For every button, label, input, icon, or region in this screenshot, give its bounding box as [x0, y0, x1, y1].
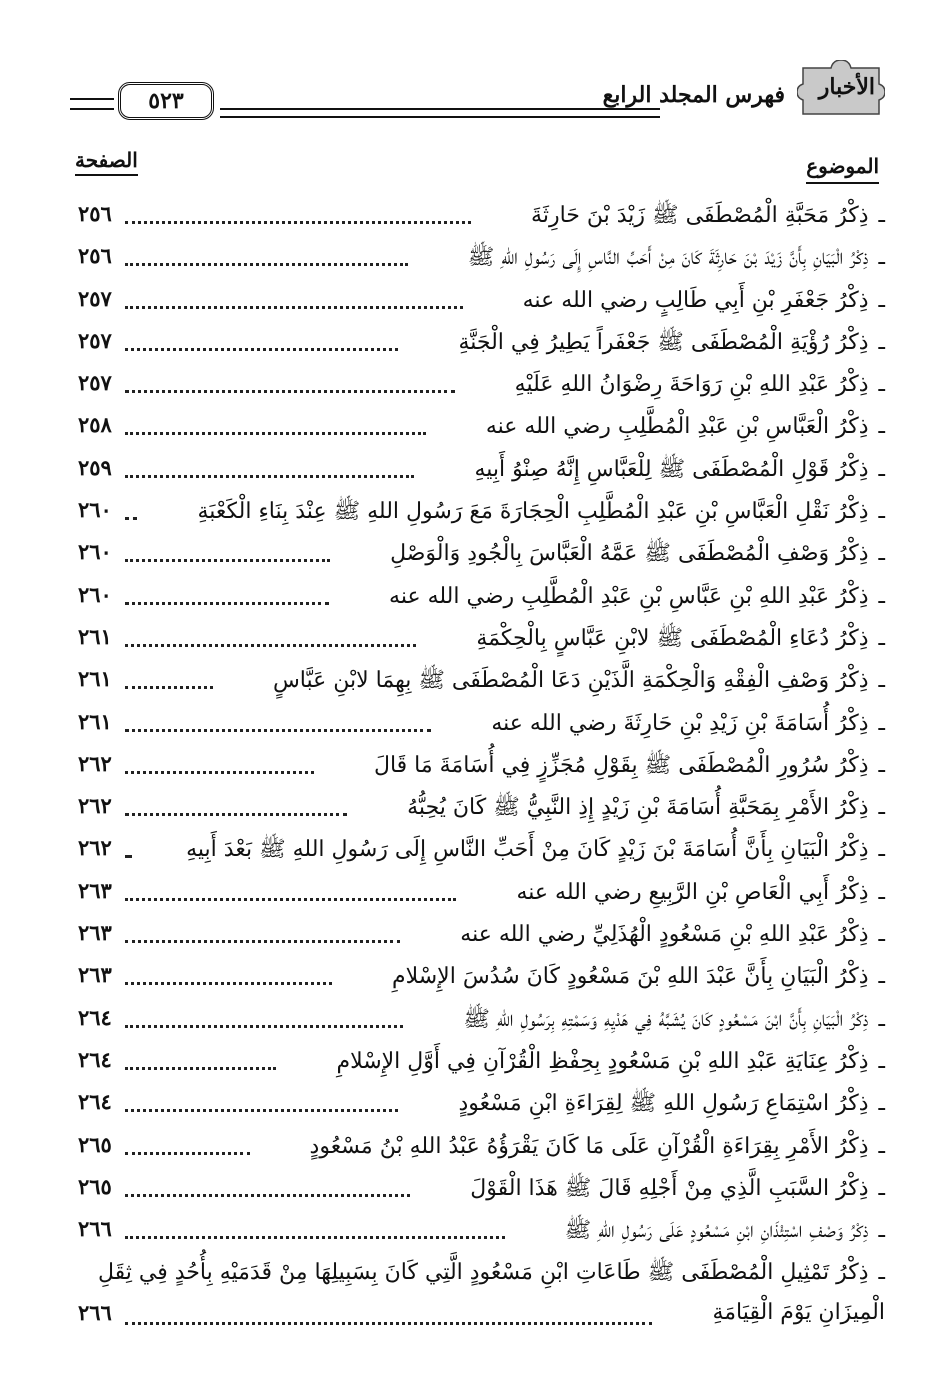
entry-title [458, 1087, 885, 1121]
header-rule [220, 108, 660, 118]
entry-dash: ـ [878, 203, 885, 228]
dot-leader [125, 799, 347, 816]
page-header [70, 60, 885, 135]
entry-dash: ـ [878, 710, 885, 736]
entry-dash: ـ [878, 1091, 885, 1117]
list-item [70, 787, 885, 829]
entry-text: ذِكْرُ تَمْثِيلِ الْمُصْطَفَى ﷺ طَاعَاتِ ابْنِ مَسْعُودٍ الَّتِي كَانَ بِسَبِيلِهَا مِنْ قَدَمَيْهِ بِأُحُدٍ فِي ثِقَلِ [97, 1260, 869, 1286]
entry-title [98, 1256, 885, 1290]
list-item [70, 1126, 885, 1168]
entry-dash: ـ [878, 1133, 885, 1159]
entry-text: ذِكْرُ عَبْدِ اللهِ بْنِ رَوَاحَةَ رِضْوَانُ اللهِ عَلَيْهِ [514, 372, 869, 398]
dot-leader [125, 1053, 276, 1070]
dot-leader [125, 757, 314, 774]
entry-title [476, 622, 885, 656]
dot-leader [125, 249, 408, 266]
dot-leader [125, 292, 463, 309]
entry-dash: ـ [878, 879, 885, 905]
entry-dash: ـ [878, 1175, 885, 1201]
list-item [70, 999, 885, 1041]
dot-leader [125, 1180, 410, 1197]
entry-title [531, 199, 885, 233]
entry-dash: ـ [878, 625, 885, 651]
entry-text: ذِكْرُ وَصْفِ اسْتِئْذَانِ ابْنِ مَسْعُودٍ عَلَى رَسُولِ اللهِ ﷺ [564, 1218, 869, 1244]
entry-text: ذِكْرُ السَّبَبِ الَّذِي مِنْ أَجْلِهِ قَالَ ﷺ هَذَا الْقَوْلَ [470, 1175, 869, 1201]
entry-text: ذِكْرُ وَصْفِ الْفِقْهِ وَالْحِكْمَةِ الَّذَيْنِ دَعَا الْمُصْطَفَى ﷺ بِهِمَا لابْنِ عَبَّاسٍ [272, 668, 869, 694]
entry-text: ذِكْرُ جَعْفَرِ بْنِ أَبِي طَالِبٍ رضي الله عنه [522, 287, 869, 313]
index-entries [70, 195, 885, 1336]
dot-leader [125, 672, 213, 689]
entry-title [463, 1003, 885, 1037]
entry-text: ذِكْرُ الْبَيَانِ بِأَنَّ ابْنَ مَسْعُودٍ كَانَ يُشَبَّهُ فِي هَدْيِهِ وَسَمْتِهِ بِرَسُولِ اللهِ ﷺ [463, 1006, 869, 1032]
entry-title [336, 1045, 885, 1079]
page-number: ٥٢٣ [148, 88, 184, 114]
entry-text: ذِكْرُ عَبْدِ اللهِ بْنِ مَسْعُودٍ الْهُذَلِيِّ رضي الله عنه [460, 922, 869, 948]
entry-page-number: ٢٥٧ [78, 327, 112, 353]
entry-dash: ـ [878, 329, 885, 355]
dot-leader [125, 1138, 250, 1155]
list-item [70, 660, 885, 702]
entry-dash: ـ [878, 499, 885, 525]
list-item [70, 703, 885, 745]
entry-dash: ـ [878, 752, 885, 778]
list-item [70, 491, 885, 533]
entry-text-continued: الْمِيزَانِ يَوْمَ الْقِيَامَةِ [712, 1300, 885, 1326]
entry-text: ذِكْرُ رُؤْيَةِ الْمُصْطَفَى ﷺ جَعْفَراً يَطِيرُ فِي الْجَنَّةِ [458, 329, 869, 355]
dot-leader [125, 884, 456, 901]
list-item [70, 956, 885, 998]
entry-page-number: ٢٦٦ [78, 1300, 112, 1326]
entry-text: ذِكْرُ الْبَيَانِ بِأَنَّ زَيْدَ بْنَ حَارِثَةَ كَانَ مِنْ أَحَبِّ النَّاسِ إِلَى رَسُولِ اللهِ ﷺ [467, 245, 869, 271]
entry-text: ذِكْرُ سُرُورِ الْمُصْطَفَى ﷺ بِقَوْلِ مُجَزِّزٍ فِي أُسَامَةَ مَا قَالَ [373, 752, 869, 778]
entry-page-number: ٢٦٠ [78, 581, 112, 607]
list-item [70, 1168, 885, 1210]
entry-page-number: ٢٦٠ [78, 539, 112, 565]
entry-text: ذِكْرُ نَقْلِ الْعَبَّاسِ بْنِ عَبْدِ الْمُطَّلِبِ الْحِجَارَةَ مَعَ رَسُولِ اللهِ ﷺ عِنْدَ بِنَاءِ الْكَعْبَةِ [197, 499, 869, 525]
entry-dash: ـ [878, 922, 885, 948]
dot-leader [125, 968, 332, 985]
list-item [70, 1083, 885, 1125]
entry-title [390, 537, 885, 571]
dot-leader [125, 1222, 505, 1239]
list-item [70, 533, 885, 575]
entry-dash: ـ [878, 1006, 885, 1032]
entry-page-number: ٢٦٥ [78, 1173, 112, 1199]
list-item [70, 322, 885, 364]
list-item [70, 195, 885, 237]
dot-leader [125, 503, 137, 520]
entry-page-number: ٢٦٤ [78, 1004, 112, 1030]
entry-title [374, 749, 885, 783]
entry-text: ذِكْرُ الْعَبَّاسِ بْنِ عَبْدِ الْمُطَّلِبِ رضي الله عنه [485, 414, 869, 440]
entry-page-number: ٢٦٣ [78, 877, 112, 903]
list-item [70, 914, 885, 956]
entry-dash: ـ [878, 1260, 885, 1286]
entry-dash: ـ [878, 964, 885, 990]
list-item [70, 1252, 885, 1336]
entry-page-number: ٢٦٣ [78, 920, 112, 946]
entry-text: ذِكْرُ الْبَيَانِ بِأَنَّ عَبْدَ اللهِ بْنَ مَسْعُودٍ كَانَ سُدُسَ الإِسْلامِ [391, 964, 869, 990]
list-item [70, 618, 885, 660]
dot-leader [125, 588, 329, 605]
header-rule-left [70, 98, 114, 110]
entry-title [389, 580, 885, 614]
entry-dash: ـ [878, 414, 885, 440]
entry-title [392, 960, 885, 994]
entry-title [186, 833, 885, 867]
entry-title [516, 876, 885, 910]
entry-dash: ـ [878, 583, 885, 609]
dot-leader [125, 841, 130, 858]
entry-title [523, 284, 885, 318]
list-item [70, 576, 885, 618]
list-item [70, 449, 885, 491]
dot-leader [125, 207, 471, 224]
entry-page-number: ٢٥٩ [78, 454, 112, 480]
entry-title [470, 1172, 885, 1206]
entry-title [468, 241, 885, 275]
dot-leader [125, 715, 431, 732]
entry-text: ذِكْرُ عِنَايَةِ عَبْدِ اللهِ بْنِ مَسْعُودٍ بِحِفْظِ الْقُرْآنِ فِي أَوَّلِ الإِسْلامِ [336, 1048, 869, 1074]
entry-title [474, 453, 885, 487]
entry-page-number: ٢٥٦ [78, 201, 112, 226]
entry-dash: ـ [878, 372, 885, 398]
entry-dash: ـ [878, 795, 885, 821]
entry-page-number: ٢٥٧ [78, 370, 112, 396]
entry-page-number: ٢٦١ [78, 623, 112, 649]
entry-text: ذِكْرُ اسْتِمَاعِ رَسُولِ اللهِ ﷺ لِقِرَاءَةِ ابْنِ مَسْعُودٍ [458, 1091, 869, 1117]
entry-page-number: ٢٦٢ [78, 750, 112, 776]
entry-dash: ـ [878, 541, 885, 567]
list-item [70, 280, 885, 322]
dot-leader [125, 1095, 398, 1112]
entry-dash: ـ [878, 287, 885, 313]
entry-text: ذِكْرُ الأَمْرِ بِقِرَاءَةِ الْقُرْآنِ عَلَى مَا كَانَ يَقْرَؤُهُ عَبْدُ اللهِ بْنُ مَسْعُودٍ [309, 1133, 869, 1159]
dot-leader [125, 1308, 652, 1325]
page-number-box [118, 82, 214, 120]
entry-page-number: ٢٦٢ [78, 793, 112, 819]
entry-dash: ـ [878, 1048, 885, 1074]
entry-page-number: ٢٦٦ [78, 1216, 112, 1242]
topic-column-heading: الموضوع [806, 154, 879, 184]
dot-leader [125, 926, 400, 943]
entry-title [486, 410, 885, 444]
entry-text: ذِكْرُ وَصْفِ الْمُصْطَفَى ﷺ عَمَّهُ الْعَبَّاسَ بِالْجُودِ وَالْوَصْلِ [390, 541, 869, 567]
list-item [70, 237, 885, 279]
entry-text: ذِكْرُ الْبَيَانِ بِأَنَّ أُسَامَةَ بْنَ زَيْدٍ كَانَ مِنْ أَحَبِّ النَّاسِ إِلَى رَسُولِ اللهِ ﷺ بَعْدَ أَبِيهِ [186, 837, 869, 863]
entry-text: ذِكْرُ الأَمْرِ بِمَحَبَّةِ أُسَامَةَ بْنِ زَيْدٍ إِذِ النَّبِيُّ ﷺ كَانَ يُحِبُّهُ [407, 795, 869, 821]
entry-page-number: ٢٦٣ [78, 962, 112, 988]
entry-dash: ـ [878, 1218, 885, 1244]
dot-leader [125, 418, 426, 435]
book-title: فهرس المجلد الرابع [602, 82, 785, 108]
entry-page-number: ٢٥٨ [78, 412, 112, 438]
dot-leader [125, 461, 414, 478]
list-item [70, 406, 885, 448]
entry-title [407, 791, 885, 825]
entry-title [310, 1130, 885, 1164]
entry-dash: ـ [878, 245, 885, 271]
entry-page-number: ٢٦٤ [78, 1046, 112, 1072]
entry-text: ذِكْرُ قَوْلِ الْمُصْطَفَى ﷺ لِلْعَبَّاسِ إِنَّهُ صِنْوُ أَبِيهِ [474, 456, 869, 482]
entry-title [273, 664, 885, 698]
list-item [70, 872, 885, 914]
entry-text: ذِكْرُ دُعَاءِ الْمُصْطَفَى ﷺ لابْنِ عَبَّاسٍ بِالْحِكْمَةِ [476, 625, 869, 651]
entry-title [515, 368, 885, 402]
entry-page-number: ٢٥٦ [78, 243, 112, 269]
entry-title [491, 707, 885, 741]
entry-dash: ـ [878, 668, 885, 694]
list-item [70, 829, 885, 871]
entry-text: ذِكْرُ مَحَبَّةِ الْمُصْطَفَى ﷺ زَيْدَ بْنَ حَارِثَةَ [531, 203, 869, 228]
entry-page-number: ٢٥٧ [78, 285, 112, 311]
dot-leader [125, 1011, 403, 1028]
list-item [70, 1041, 885, 1083]
entry-dash: ـ [878, 456, 885, 482]
entry-text: ذِكْرُ أُسَامَةَ بْنِ زَيْدِ بْنِ حَارِثَةَ رضي الله عنه [491, 710, 869, 736]
entry-title [458, 326, 885, 360]
list-item [70, 364, 885, 406]
entry-text: ذِكْرُ أَبِي الْعَاصِ بْنِ الرَّبِيعِ رضي الله عنه [516, 879, 869, 905]
puzzle-badge [797, 60, 885, 118]
dot-leader [125, 376, 455, 393]
dot-leader [125, 334, 398, 351]
badge-label: الأخبار [818, 74, 875, 100]
entry-title [460, 918, 885, 952]
entry-page-number: ٢٦١ [78, 708, 112, 734]
entry-page-number: ٢٦٤ [78, 1089, 112, 1115]
entry-page-number: ٢٦١ [78, 666, 112, 692]
entry-page-number: ٢٦٢ [78, 835, 112, 861]
entry-page-number: ٢٦٠ [78, 497, 112, 523]
dot-leader [125, 545, 330, 562]
page-column-heading: الصفحة [75, 148, 138, 176]
list-item [70, 1210, 885, 1252]
entry-text: ذِكْرُ عَبْدِ اللهِ بْنِ عَبَّاسِ بْنِ عَبْدِ الْمُطَّلِبِ رضي الله عنه [389, 583, 869, 609]
entry-title [197, 495, 885, 529]
entry-title [565, 1214, 885, 1248]
entry-dash: ـ [878, 837, 885, 863]
dot-leader [125, 630, 416, 647]
list-item [70, 745, 885, 787]
entry-page-number: ٢٦٥ [78, 1131, 112, 1157]
